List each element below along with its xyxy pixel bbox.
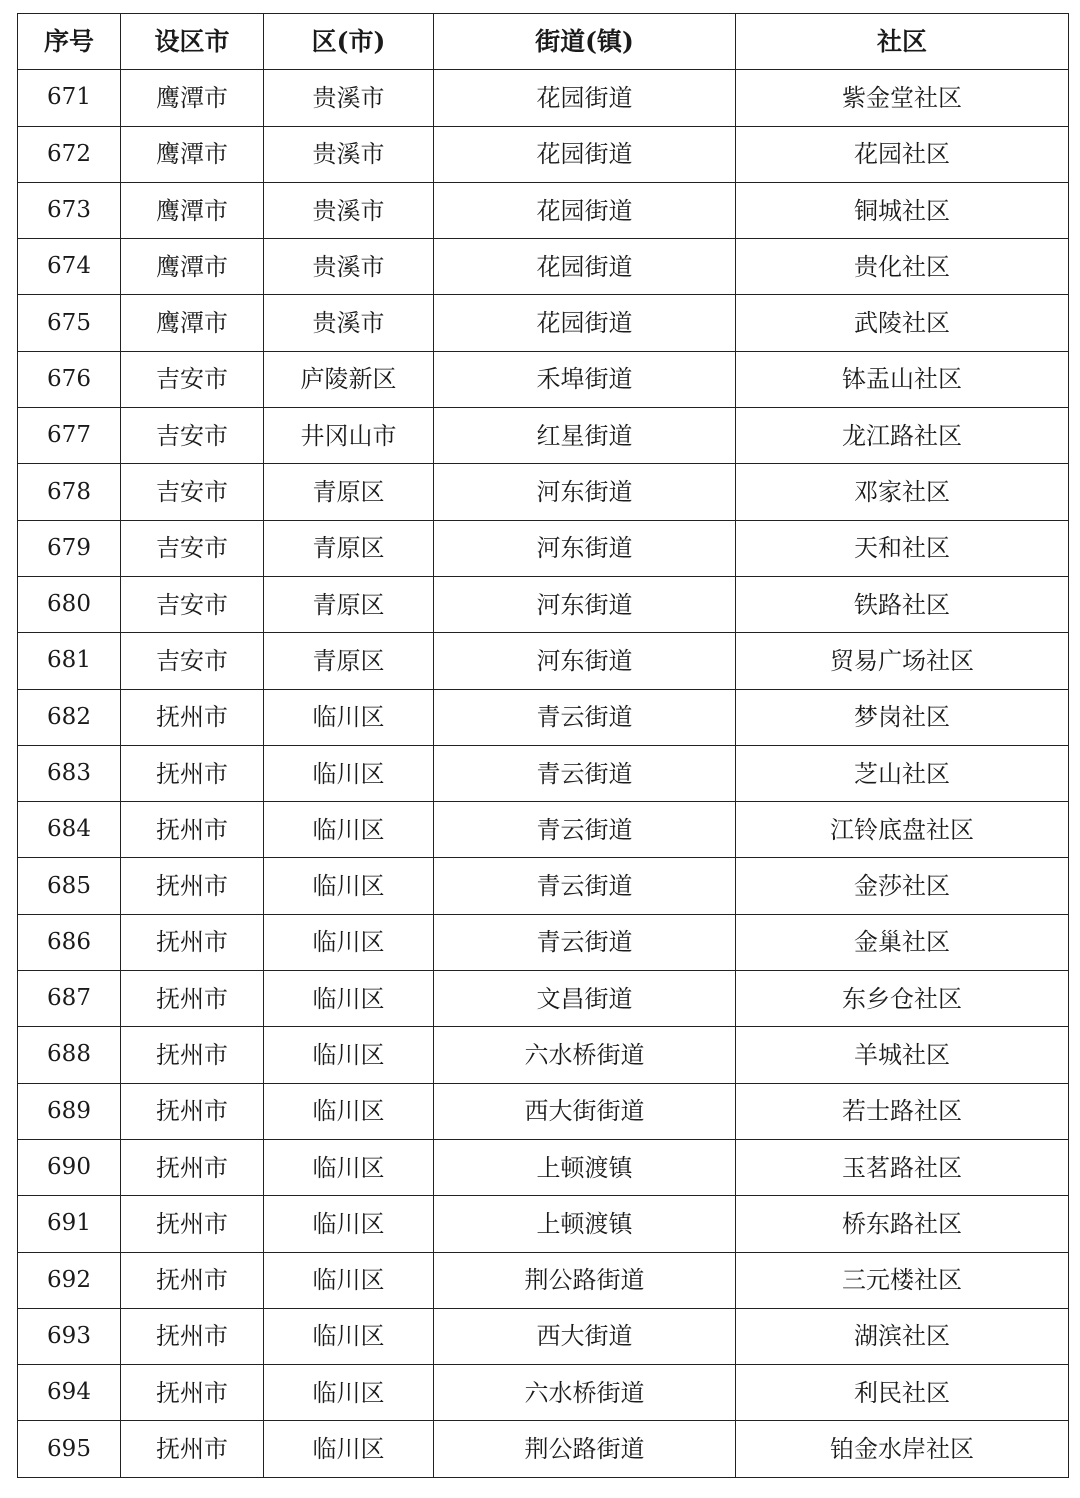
cell-city: 抚州市: [121, 971, 264, 1027]
cell-street: 荆公路街道: [434, 1421, 736, 1477]
cell-community: 铁路社区: [736, 576, 1069, 632]
cell-serial: 681: [18, 633, 121, 689]
cell-community: 紫金堂社区: [736, 70, 1069, 126]
cell-street: 花园街道: [434, 182, 736, 238]
cell-community: 铜城社区: [736, 182, 1069, 238]
cell-serial: 677: [18, 408, 121, 464]
table-row: [18, 70, 1069, 126]
cell-city: 吉安市: [121, 633, 264, 689]
table-row: [18, 126, 1069, 182]
community-table-container: [17, 13, 1068, 1478]
cell-community: 三元楼社区: [736, 1252, 1069, 1308]
cell-city: 鹰潭市: [121, 70, 264, 126]
cell-district: 临川区: [264, 1083, 434, 1139]
cell-serial: 685: [18, 858, 121, 914]
cell-district: 临川区: [264, 745, 434, 801]
cell-district: 临川区: [264, 1027, 434, 1083]
cell-community: 江铃底盘社区: [736, 802, 1069, 858]
cell-community: 龙江路社区: [736, 408, 1069, 464]
cell-serial: 691: [18, 1196, 121, 1252]
table-row: [18, 182, 1069, 238]
cell-community: 武陵社区: [736, 295, 1069, 351]
cell-serial: 686: [18, 914, 121, 970]
table-row: [18, 576, 1069, 632]
cell-street: 上顿渡镇: [434, 1139, 736, 1195]
cell-serial: 679: [18, 520, 121, 576]
cell-street: 文昌街道: [434, 971, 736, 1027]
cell-street: 花园街道: [434, 70, 736, 126]
cell-community: 铂金水岸社区: [736, 1421, 1069, 1477]
header-street: 街道(镇): [434, 14, 736, 70]
cell-city: 抚州市: [121, 1308, 264, 1364]
cell-serial: 683: [18, 745, 121, 801]
cell-district: 临川区: [264, 971, 434, 1027]
cell-street: 六水桥街道: [434, 1027, 736, 1083]
table-row: [18, 1308, 1069, 1364]
cell-community: 邓家社区: [736, 464, 1069, 520]
table-row: [18, 408, 1069, 464]
cell-community: 天和社区: [736, 520, 1069, 576]
cell-serial: 680: [18, 576, 121, 632]
cell-district: 贵溪市: [264, 126, 434, 182]
cell-street: 河东街道: [434, 520, 736, 576]
cell-city: 鹰潭市: [121, 126, 264, 182]
cell-street: 青云街道: [434, 802, 736, 858]
cell-district: 临川区: [264, 689, 434, 745]
cell-street: 六水桥街道: [434, 1365, 736, 1421]
header-district: 区(市): [264, 14, 434, 70]
cell-district: 临川区: [264, 1421, 434, 1477]
cell-street: 河东街道: [434, 633, 736, 689]
cell-community: 贵化社区: [736, 239, 1069, 295]
cell-city: 抚州市: [121, 689, 264, 745]
cell-city: 鹰潭市: [121, 182, 264, 238]
cell-city: 抚州市: [121, 802, 264, 858]
cell-serial: 694: [18, 1365, 121, 1421]
header-city: 设区市: [121, 14, 264, 70]
table-row: [18, 351, 1069, 407]
cell-district: 临川区: [264, 914, 434, 970]
cell-community: 金莎社区: [736, 858, 1069, 914]
cell-serial: 674: [18, 239, 121, 295]
cell-serial: 695: [18, 1421, 121, 1477]
cell-district: 庐陵新区: [264, 351, 434, 407]
header-serial: 序号: [18, 14, 121, 70]
table-row: [18, 464, 1069, 520]
cell-street: 青云街道: [434, 858, 736, 914]
cell-community: 花园社区: [736, 126, 1069, 182]
cell-serial: 671: [18, 70, 121, 126]
cell-district: 临川区: [264, 802, 434, 858]
table-row: [18, 1365, 1069, 1421]
cell-street: 青云街道: [434, 914, 736, 970]
cell-street: 河东街道: [434, 576, 736, 632]
cell-street: 河东街道: [434, 464, 736, 520]
cell-street: 花园街道: [434, 126, 736, 182]
cell-serial: 687: [18, 971, 121, 1027]
table-row: [18, 633, 1069, 689]
cell-city: 抚州市: [121, 1083, 264, 1139]
cell-serial: 682: [18, 689, 121, 745]
table-row: [18, 295, 1069, 351]
cell-community: 利民社区: [736, 1365, 1069, 1421]
cell-district: 临川区: [264, 1308, 434, 1364]
cell-district: 临川区: [264, 858, 434, 914]
cell-community: 东乡仓社区: [736, 971, 1069, 1027]
cell-street: 花园街道: [434, 239, 736, 295]
cell-community: 湖滨社区: [736, 1308, 1069, 1364]
cell-community: 若士路社区: [736, 1083, 1069, 1139]
cell-city: 抚州市: [121, 914, 264, 970]
cell-community: 贸易广场社区: [736, 633, 1069, 689]
cell-city: 鹰潭市: [121, 295, 264, 351]
table-row: [18, 1139, 1069, 1195]
table-row: [18, 689, 1069, 745]
cell-serial: 692: [18, 1252, 121, 1308]
cell-city: 抚州市: [121, 1365, 264, 1421]
cell-district: 青原区: [264, 633, 434, 689]
table-row: [18, 745, 1069, 801]
cell-district: 临川区: [264, 1252, 434, 1308]
cell-city: 吉安市: [121, 351, 264, 407]
cell-street: 青云街道: [434, 745, 736, 801]
cell-city: 抚州市: [121, 1196, 264, 1252]
cell-city: 抚州市: [121, 1027, 264, 1083]
cell-street: 上顿渡镇: [434, 1196, 736, 1252]
cell-street: 西大街道: [434, 1308, 736, 1364]
table-row: [18, 802, 1069, 858]
cell-district: 青原区: [264, 576, 434, 632]
table-row: [18, 914, 1069, 970]
cell-district: 青原区: [264, 464, 434, 520]
cell-street: 青云街道: [434, 689, 736, 745]
cell-community: 芝山社区: [736, 745, 1069, 801]
cell-street: 禾埠街道: [434, 351, 736, 407]
cell-serial: 678: [18, 464, 121, 520]
cell-district: 贵溪市: [264, 70, 434, 126]
cell-community: 钵盂山社区: [736, 351, 1069, 407]
table-header-row: [18, 14, 1069, 70]
table-row: [18, 1083, 1069, 1139]
cell-district: 贵溪市: [264, 239, 434, 295]
cell-district: 临川区: [264, 1196, 434, 1252]
cell-serial: 688: [18, 1027, 121, 1083]
header-community: 社区: [736, 14, 1069, 70]
cell-serial: 690: [18, 1139, 121, 1195]
cell-district: 贵溪市: [264, 295, 434, 351]
cell-street: 荆公路街道: [434, 1252, 736, 1308]
cell-community: 羊城社区: [736, 1027, 1069, 1083]
table-row: [18, 1252, 1069, 1308]
cell-district: 临川区: [264, 1365, 434, 1421]
cell-serial: 684: [18, 802, 121, 858]
cell-street: 花园街道: [434, 295, 736, 351]
table-body: [18, 70, 1069, 1477]
cell-city: 鹰潭市: [121, 239, 264, 295]
table-row: [18, 520, 1069, 576]
cell-serial: 676: [18, 351, 121, 407]
cell-city: 抚州市: [121, 1421, 264, 1477]
cell-community: 桥东路社区: [736, 1196, 1069, 1252]
table-row: [18, 239, 1069, 295]
cell-serial: 673: [18, 182, 121, 238]
cell-city: 吉安市: [121, 464, 264, 520]
cell-city: 抚州市: [121, 1252, 264, 1308]
cell-serial: 672: [18, 126, 121, 182]
community-table: [17, 13, 1069, 1478]
table-row: [18, 1196, 1069, 1252]
cell-street: 西大街街道: [434, 1083, 736, 1139]
cell-city: 抚州市: [121, 745, 264, 801]
cell-district: 井冈山市: [264, 408, 434, 464]
table-row: [18, 858, 1069, 914]
cell-city: 吉安市: [121, 408, 264, 464]
cell-city: 抚州市: [121, 858, 264, 914]
cell-city: 吉安市: [121, 520, 264, 576]
cell-district: 青原区: [264, 520, 434, 576]
cell-serial: 675: [18, 295, 121, 351]
cell-street: 红星街道: [434, 408, 736, 464]
cell-community: 梦岗社区: [736, 689, 1069, 745]
cell-serial: 693: [18, 1308, 121, 1364]
cell-serial: 689: [18, 1083, 121, 1139]
cell-city: 吉安市: [121, 576, 264, 632]
cell-district: 贵溪市: [264, 182, 434, 238]
table-row: [18, 1027, 1069, 1083]
cell-community: 金巢社区: [736, 914, 1069, 970]
cell-community: 玉茗路社区: [736, 1139, 1069, 1195]
table-row: [18, 971, 1069, 1027]
cell-district: 临川区: [264, 1139, 434, 1195]
cell-city: 抚州市: [121, 1139, 264, 1195]
table-row: [18, 1421, 1069, 1477]
